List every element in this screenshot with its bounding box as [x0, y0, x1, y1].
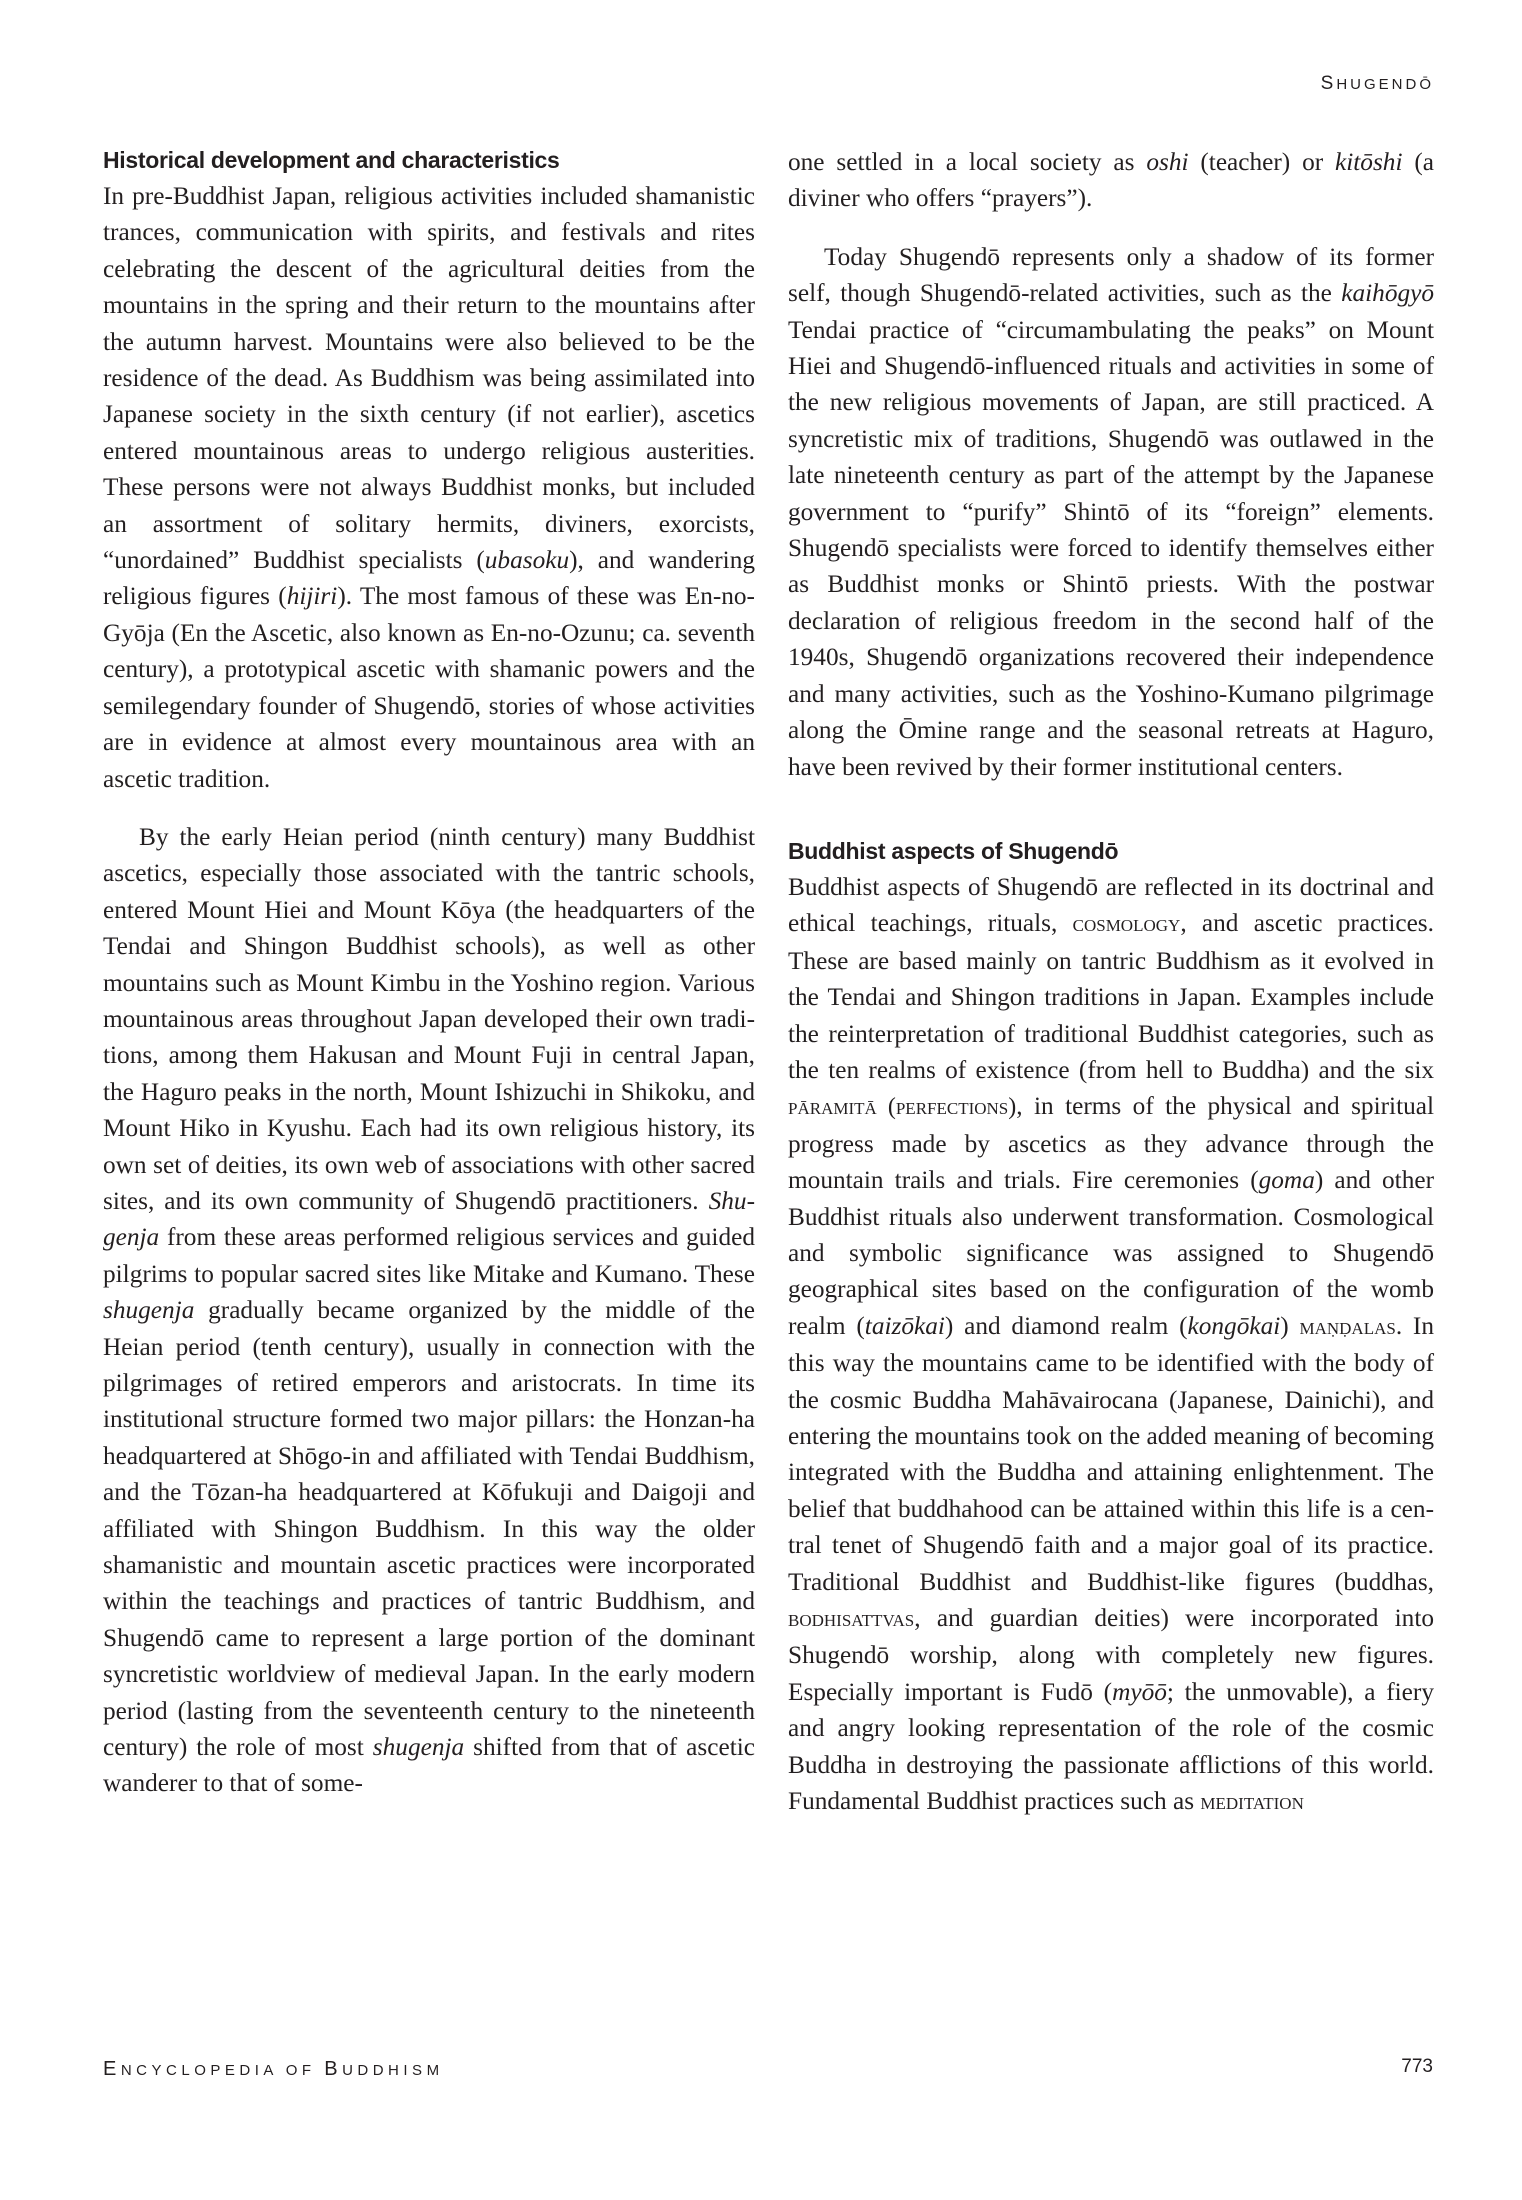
- text: from these areas performed religious services and guided pilgrims to popular sacred sites like Mitake and Kumano. These: [103, 1223, 755, 1288]
- paragraph-today: [788, 239, 1434, 785]
- footer-text: UDDHISM: [342, 2062, 444, 2079]
- text: ). The most famous of these was En-no-Gyōja (En the Ascetic, also known as En-no-Ozunu; ca. seventh century), a prototypical ascetic with shamanic powers and the semilegendary founder of Shugendō, stories of whose activities are in evidence at almost every mountainous area with an ascetic tradition.: [103, 582, 755, 793]
- section-heading-historical: Historical development and characteristics: [103, 147, 560, 173]
- running-head: [1321, 73, 1434, 95]
- left-column: [103, 144, 755, 1802]
- text: ) and diamond realm (: [944, 1311, 1188, 1340]
- text: ): [1280, 1311, 1300, 1340]
- italic-term: oshi: [1146, 148, 1189, 176]
- text: , in terms of the physical and spiritual progress made by ascetics as they advance through the mountain trails and trials. Fire ceremonies (: [788, 1092, 1434, 1195]
- text: one settled in a local society as: [788, 148, 1147, 176]
- italic-term: goma: [1258, 1166, 1315, 1195]
- text: . In this way the mountains came to be identified with the body of the cosmic Buddha Mahāvairocana (Japanese, Dainichi), and entering the mountains took on the added meaning of becoming integrated with the Buddha and attaining enlightenment. The belief that buddhahood can be attained within this life is a central tenet of Shugendō faith and a major goal of its practice. Traditional Buddhist and Buddhist-like figures (buddhas,: [788, 1311, 1434, 1596]
- text: , and ascetic practices. These are based mainly on tantric Buddhism as it evolved in the Tendai and Shingon traditions in Japan. Examples include the reinterpretation of traditional Buddhist categories, such as the ten realms of existence (from hell to Buddha) and the six: [788, 909, 1434, 1084]
- page-number: 773: [1401, 2056, 1433, 2077]
- paragraph-heian: [103, 819, 755, 1802]
- text: , and guardian deities) were incorporated into Shugendō worship, along with completely new figures. Especially important is Fudō (: [788, 1604, 1434, 1706]
- italic-term: shugenja: [372, 1733, 465, 1762]
- italic-term: myōō: [1112, 1677, 1167, 1706]
- text: shifted from that of ascetic wanderer to that of some-: [103, 1733, 755, 1798]
- italic-term: taizōkai: [864, 1311, 945, 1340]
- running-head-text: HUGENDŌ: [1336, 76, 1434, 93]
- italic-term: Shugenja: [103, 1186, 755, 1252]
- text: Tendai practice of “circumambulating the peaks” on Mount Hiei and Shugendō-influenced rituals and activities in some of the new religious movements of Japan, are still practiced. A syncretistic mix of traditions, Shugendō was outlawed in the late nineteenth century as part of the attempt by the Japanese government to “purify” Shintō of its “foreign” elements. Shugendō specialists were forced to identify themselves either as Buddhist monks or Shintō priests. With the postwar declaration of religious freedom in the second half of the 1940s, Shugendō organizations recovered their independence and many activities, such as the Yoshino-Kumano pilgrimage along the Ōmine range and the seasonal retreats at Haguro, have been revived by their former institutional centers.: [788, 315, 1434, 781]
- paragraph-gap: [103, 797, 755, 819]
- paragraph-prebuddhist: [103, 178, 755, 797]
- paragraph-buddhist-aspects: [788, 869, 1434, 1821]
- text: In pre-Buddhist Japan, religious activities included shamanistic trances, communication with spirits, and festivals and rites celebrating the descent of the agricultural deities from the mountains in the spring and their return to the mountains after the autumn harvest. Mountains were also believed to be the residence of the dead. As Buddhism was being assimilated into Japanese society in the sixth century (if not earlier), ascetics entered mountainous areas to undergo religious austerities. These persons were not always Buddhist monks, but included an assortment of solitary hermits, diviners, exorcists, “unordained” Buddhist specialists (: [103, 182, 755, 575]
- text: (teacher) or: [1188, 148, 1336, 176]
- cross-reference-link[interactable]: pāramitā (perfections): [788, 1094, 1017, 1121]
- paragraph-continuation: [788, 144, 1434, 217]
- running-head-initial: S: [1320, 73, 1337, 94]
- paragraph-gap: [788, 217, 1434, 239]
- cross-reference-link[interactable]: maṇḍalas: [1299, 1313, 1396, 1340]
- text: ) and other Buddhist rituals also underwent transformation. Cosmological and symbolic significance was assigned to Shugendō geographical sites based on the configuration of the womb realm (: [788, 1166, 1435, 1340]
- italic-term: kitōshi: [1335, 148, 1403, 176]
- text: Buddhist aspects of Shugendō are reflected in its doctrinal and ethical teachings, rituals,: [788, 872, 1434, 938]
- text: gradually became organized by the middle of the Heian period (tenth century), usually in connection with the pilgrimages of retired emperors and aristocrats. In time its institutional structure formed two major pillars: the Honzan-ha headquartered at Shōgo-in and affiliated with Tendai Buddhism, and the Tōzan-ha headquartered at Kōfukuji and Daigoji and affiliated with Shingon Buddhism. In this way the older shamanistic and mountain ascetic practices were incorporated within the teachings and practices of tantric Buddhism, and Shugendō came to represent a large portion of the dominant syncretistic worldview of medieval Japan. In the early modern period (lasting from the seventeenth century to the nineteenth century) the role of most: [103, 1296, 755, 1762]
- text: ; the unmovable), a fiery and angry looking representation of the role of the cosmic Buddha in destroying the passionate afflictions of this world. Fundamental Buddhist practices such as: [788, 1677, 1434, 1816]
- text: By the early Heian period (ninth century) many Buddhist ascetics, especially those associated with the tantric schools, entered Mount Hiei and Mount Kōya (the headquarters of the Tendai and Shingon Buddhist schools), as well as other mountains such as Mount Kimbu in the Yoshino region. Various mountainous areas throughout Japan developed their own traditions, among them Hakusan and Mount Fuji in central Japan, the Haguro peaks in the north, Mount Ishizuchi in Shikoku, and Mount Hiko in Kyushu. Each had its own religious history, its own set of deities, its own web of associations with other sacred sites, and its own community of Shugendō practitioners.: [103, 822, 755, 1215]
- footer-book-title: [103, 2058, 444, 2081]
- section-gap: [788, 785, 1434, 835]
- italic-term: hijiri: [286, 582, 338, 611]
- text: Today Shugendō represents only a shadow of its former self, though Shugendō-related activities, such as the: [788, 242, 1434, 308]
- footer-initial: E: [103, 2058, 121, 2080]
- footer-text: NCYCLOPEDIA OF: [120, 2062, 325, 2079]
- right-column: [788, 144, 1434, 1820]
- italic-term: kaihōgyō: [1341, 279, 1434, 308]
- cross-reference-link[interactable]: bodhisattvas: [788, 1606, 915, 1633]
- text: (a diviner who offers “prayers”).: [788, 148, 1434, 213]
- cross-reference-link[interactable]: meditation: [1200, 1789, 1304, 1816]
- italic-term: ubasoku: [484, 546, 570, 575]
- cross-reference-link[interactable]: cosmology: [1072, 911, 1181, 938]
- section-heading-buddhist-aspects: Buddhist aspects of Shugendō: [788, 837, 1119, 864]
- footer-initial: B: [324, 2058, 343, 2080]
- italic-term: kongōkai: [1187, 1311, 1281, 1340]
- italic-term: shugenja: [103, 1296, 195, 1325]
- text: ), and wandering religious figures (: [103, 546, 755, 611]
